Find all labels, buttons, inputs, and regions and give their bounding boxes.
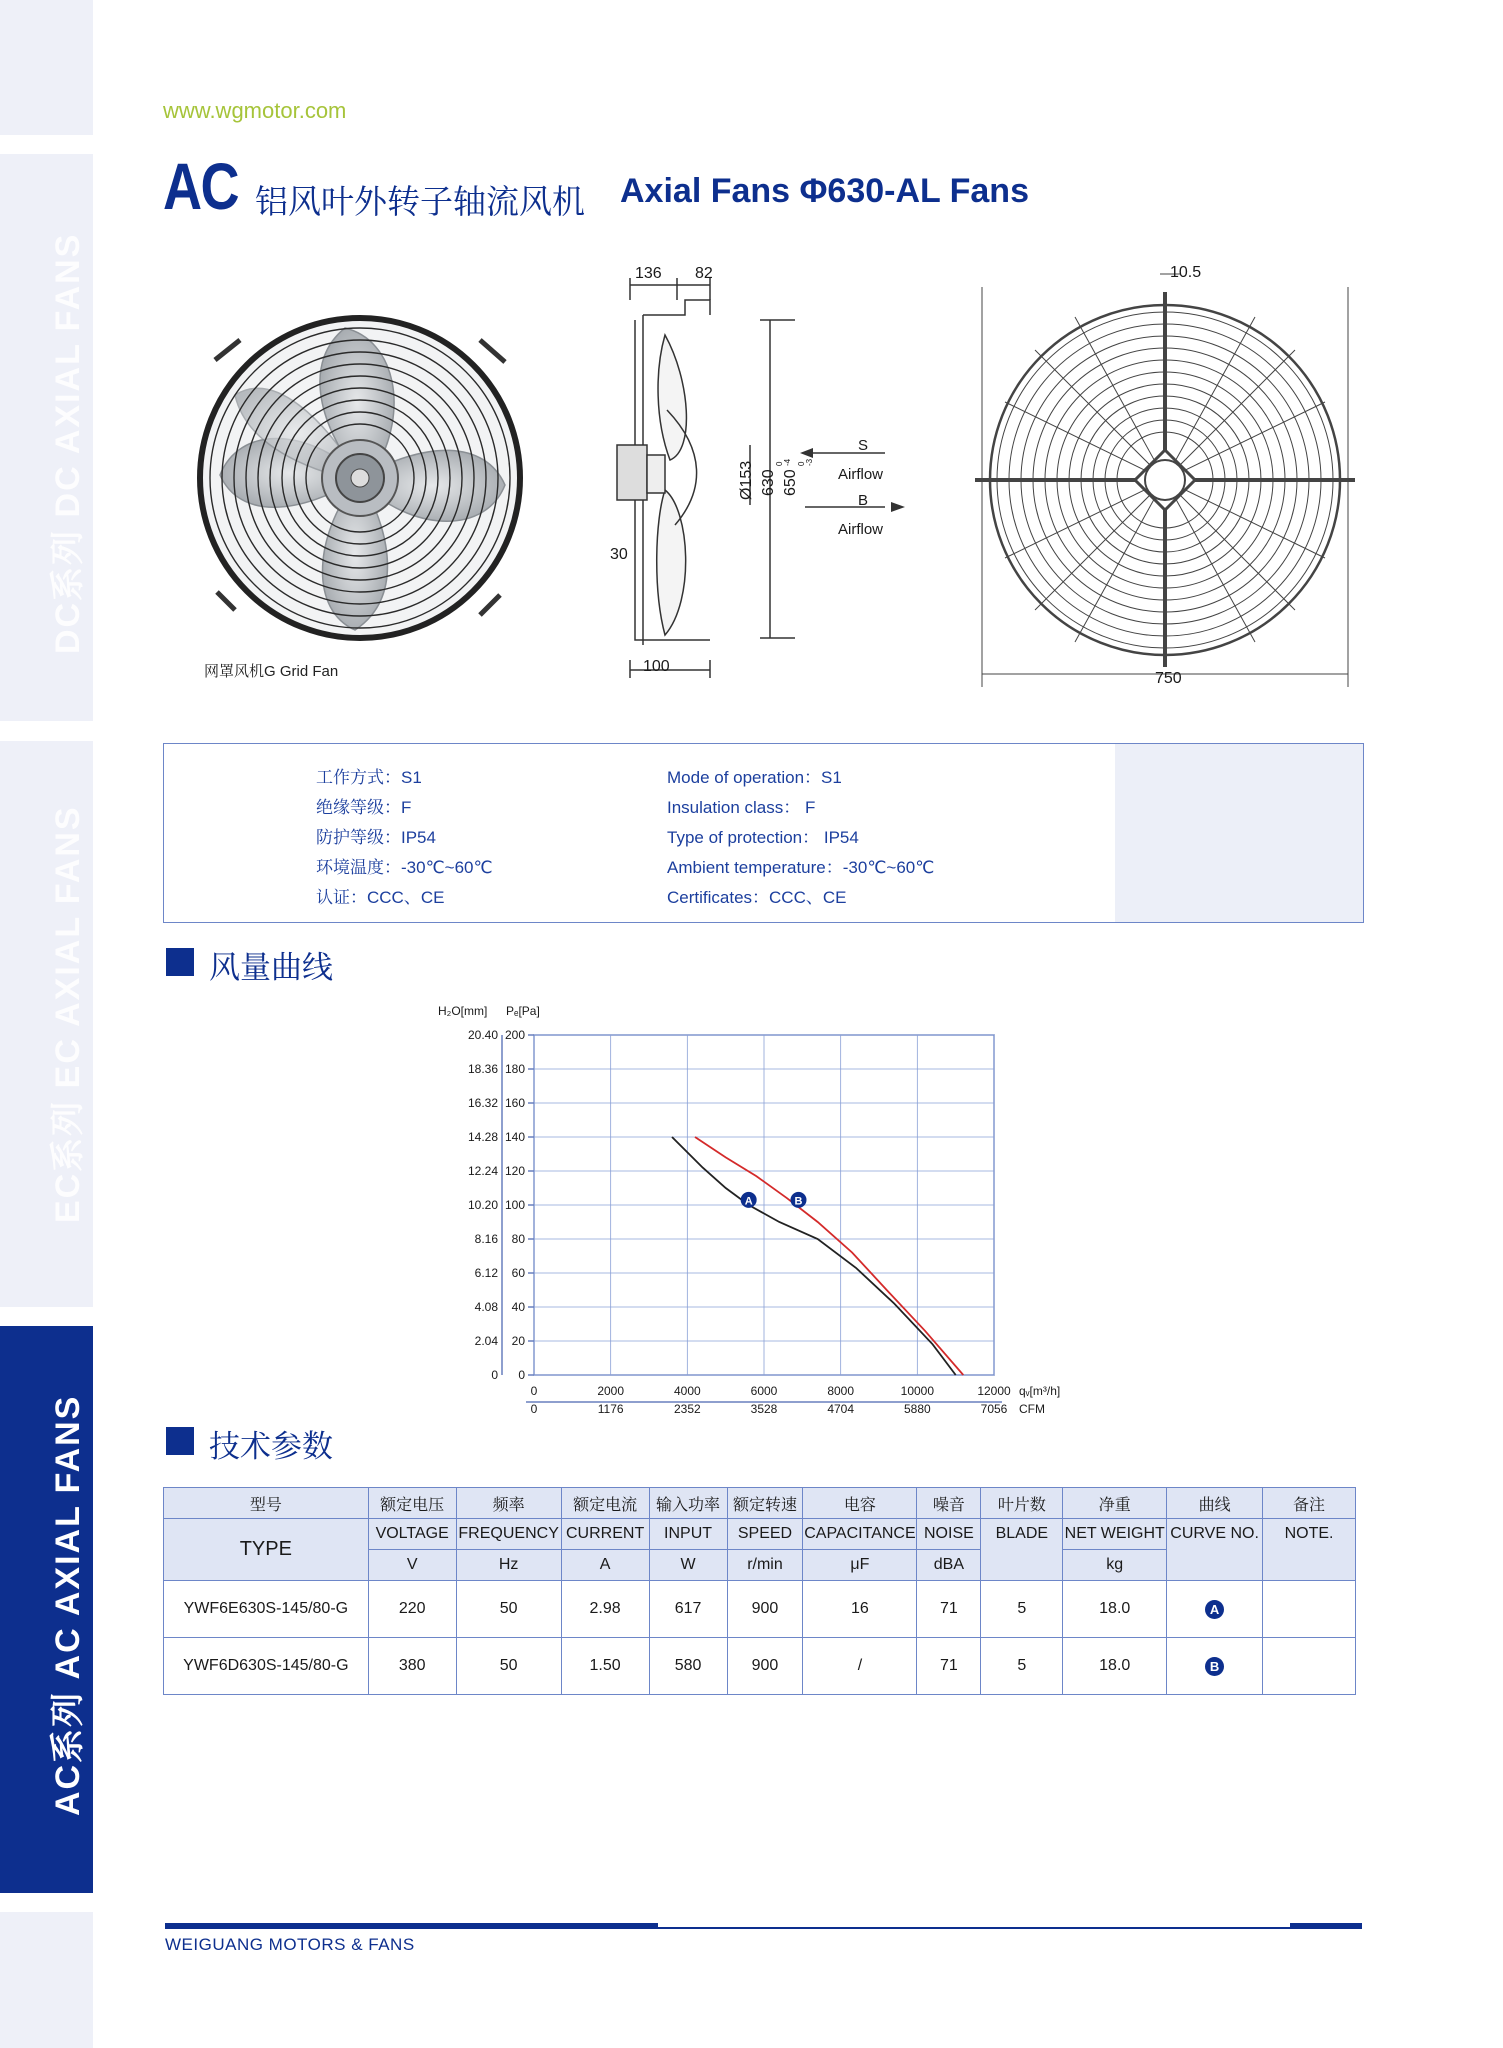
ac-logo-text: AC bbox=[163, 149, 238, 223]
chart-xtick-label-m3h: 12000 bbox=[977, 1384, 1011, 1398]
cell-voltage: 380 bbox=[368, 1638, 456, 1695]
chart-xtick-label-cfm: 1176 bbox=[597, 1402, 624, 1416]
dim-650: 650 bbox=[782, 469, 799, 496]
dim-750: 750 bbox=[1155, 670, 1182, 687]
spec-en-3: Ambient temperature：-30℃~60℃ bbox=[667, 858, 935, 877]
chart-xtick-label-m3h: 4000 bbox=[673, 1384, 701, 1398]
th-unit-input: W bbox=[649, 1550, 727, 1581]
chart-ytick-label-pa: 20 bbox=[511, 1334, 525, 1348]
airflow-b-text: Airflow bbox=[838, 521, 884, 538]
th-cn-current: 额定电流 bbox=[561, 1488, 649, 1519]
cell-weight: 18.0 bbox=[1063, 1638, 1167, 1695]
chart-xtick-label-m3h: 6000 bbox=[750, 1384, 778, 1398]
spec-cn-4: 认证：CCC、CE bbox=[316, 888, 445, 907]
cell-type: YWF6D630S-145/80-G bbox=[164, 1638, 369, 1695]
spec-cn-0: 工作方式：S1 bbox=[316, 768, 422, 787]
th-en-speed: SPEED bbox=[727, 1519, 803, 1550]
section-title-curve: 风量曲线 bbox=[209, 950, 333, 985]
chart-ytick-label-pa: 0 bbox=[518, 1368, 525, 1382]
th-unit-noise: dBA bbox=[917, 1550, 981, 1581]
spec-en-0: Mode of operation：S1 bbox=[667, 768, 842, 787]
dim-630: 630 bbox=[760, 469, 777, 496]
chart-xtick-label-cfm: 5880 bbox=[903, 1402, 931, 1416]
chart-xtick-label-m3h: 2000 bbox=[597, 1384, 625, 1398]
chart-xtick-label-cfm: 7056 bbox=[980, 1402, 1008, 1416]
page-title-cn: 铝风叶外转子轴流风机 bbox=[255, 183, 585, 220]
th-unit-current: A bbox=[561, 1550, 649, 1581]
chart-ytick-label-pa: 200 bbox=[504, 1028, 525, 1042]
th-unit-frequency: Hz bbox=[456, 1550, 561, 1581]
chart-xtick-label-cfm: 2352 bbox=[673, 1402, 701, 1416]
chart-y-label-mm: H₂O[mm] bbox=[438, 1004, 488, 1018]
chart-ytick-label-mm: 6.12 bbox=[474, 1266, 498, 1280]
dim-650-tol: 0 -3 bbox=[797, 458, 814, 466]
table-header-cn bbox=[164, 1488, 1356, 1519]
cell-speed: 900 bbox=[727, 1638, 803, 1695]
cell-type: YWF6E630S-145/80-G bbox=[164, 1581, 369, 1638]
airflow-b-label: B bbox=[858, 492, 869, 509]
th-en-current: CURRENT bbox=[561, 1519, 649, 1550]
chart-xtick-label-m3h: 8000 bbox=[827, 1384, 855, 1398]
th-en-frequency: FREQUENCY bbox=[456, 1519, 561, 1550]
sidebar-tab-top[interactable] bbox=[0, 0, 93, 135]
th-unit-voltage: V bbox=[368, 1550, 456, 1581]
section-marker-curve bbox=[166, 948, 194, 976]
th-en-noise: NOISE bbox=[917, 1519, 981, 1550]
th-cn-weight: 净重 bbox=[1063, 1488, 1167, 1519]
cell-frequency: 50 bbox=[456, 1638, 561, 1695]
chart-ytick-label-mm: 0 bbox=[491, 1368, 498, 1382]
curve-badge-a: A bbox=[1205, 1600, 1224, 1619]
chart-ytick-label-mm: 10.20 bbox=[467, 1198, 498, 1212]
dim-136: 136 bbox=[635, 265, 662, 282]
th-en-curve: CURVE NO. bbox=[1167, 1519, 1263, 1581]
spec-en-1: Insulation class： F bbox=[667, 798, 816, 817]
th-cn-curve: 曲线 bbox=[1167, 1488, 1263, 1519]
sidebar-tab-label-ac: AC系列 AC AXIAL FANS bbox=[49, 1394, 87, 1816]
cell-noise: 71 bbox=[917, 1638, 981, 1695]
table-row bbox=[164, 1638, 1356, 1695]
cell-note bbox=[1263, 1581, 1356, 1638]
chart-series-label-b: B bbox=[794, 1195, 803, 1208]
spec-en-2: Type of protection： IP54 bbox=[667, 828, 859, 847]
chart-x-unit-m3h: qᵥ[m³/h] bbox=[1019, 1384, 1061, 1398]
th-en-weight: NET WEIGHT bbox=[1063, 1519, 1167, 1550]
chart-ytick-label-mm: 2.04 bbox=[474, 1334, 498, 1348]
cell-current: 2.98 bbox=[561, 1581, 649, 1638]
sidebar-tab-ec[interactable] bbox=[0, 741, 93, 1307]
cell-current: 1.50 bbox=[561, 1638, 649, 1695]
chart-ytick-label-pa: 180 bbox=[504, 1062, 525, 1076]
cell-input: 580 bbox=[649, 1638, 727, 1695]
th-en-capacitance: CAPACITANCE bbox=[803, 1519, 917, 1550]
th-cn-type: 型号 bbox=[164, 1488, 369, 1519]
cell-input: 617 bbox=[649, 1581, 727, 1638]
chart-series-label-a: A bbox=[744, 1195, 753, 1208]
section-marker-params bbox=[166, 1427, 194, 1455]
cell-voltage: 220 bbox=[368, 1581, 456, 1638]
sidebar-tab-bottom[interactable] bbox=[0, 1912, 93, 2048]
th-cn-input: 输入功率 bbox=[649, 1488, 727, 1519]
th-cn-capacitance: 电容 bbox=[803, 1488, 917, 1519]
dim-10-5: 10.5 bbox=[1170, 264, 1202, 281]
spec-box-shade bbox=[1115, 744, 1363, 922]
chart-xtick-label-m3h: 0 bbox=[530, 1384, 538, 1398]
page-title-en: Axial Fans Φ630-AL Fans bbox=[620, 172, 1029, 210]
cell-curve bbox=[1167, 1581, 1263, 1638]
th-cn-blade: 叶片数 bbox=[981, 1488, 1063, 1519]
dim-100: 100 bbox=[643, 658, 670, 675]
cell-noise: 71 bbox=[917, 1581, 981, 1638]
chart-ytick-label-mm: 12.24 bbox=[467, 1164, 498, 1178]
cell-weight: 18.0 bbox=[1063, 1581, 1167, 1638]
chart-ytick-label-mm: 8.16 bbox=[474, 1232, 498, 1246]
chart-ytick-label-pa: 160 bbox=[504, 1096, 525, 1110]
website-url[interactable]: www.wgmotor.com bbox=[163, 98, 347, 123]
th-cn-voltage: 额定电压 bbox=[368, 1488, 456, 1519]
airflow-chart bbox=[430, 995, 1090, 1425]
chart-ytick-label-pa: 100 bbox=[504, 1198, 525, 1212]
chart-ytick-label-pa: 140 bbox=[504, 1130, 525, 1144]
cell-capacitance: / bbox=[803, 1638, 917, 1695]
cell-blade: 5 bbox=[981, 1638, 1063, 1695]
chart-xtick-label-m3h: 10000 bbox=[900, 1384, 935, 1398]
th-cn-frequency: 频率 bbox=[456, 1488, 561, 1519]
th-en-input: INPUT bbox=[649, 1519, 727, 1550]
table-row bbox=[164, 1581, 1356, 1638]
spec-en-4: Certificates：CCC、CE bbox=[667, 888, 847, 907]
sidebar-tab-dc[interactable] bbox=[0, 154, 93, 721]
section-title-params: 技术参数 bbox=[209, 1429, 333, 1464]
th-en-blade: BLADE bbox=[981, 1519, 1063, 1581]
dim-630-tol: 0 -4 bbox=[775, 458, 792, 466]
table-header-en bbox=[164, 1519, 1356, 1550]
chart-ytick-label-pa: 60 bbox=[511, 1266, 525, 1280]
cell-blade: 5 bbox=[981, 1581, 1063, 1638]
cell-frequency: 50 bbox=[456, 1581, 561, 1638]
chart-ytick-label-pa: 120 bbox=[504, 1164, 525, 1178]
th-cn-speed: 额定转速 bbox=[727, 1488, 803, 1519]
sidebar-tab-label-dc: DC系列 DC AXIAL FANS bbox=[49, 232, 87, 654]
fan-caption: 网罩风机G Grid Fan bbox=[204, 663, 339, 680]
fan-photo bbox=[195, 300, 525, 655]
dim-82: 82 bbox=[695, 265, 713, 282]
cell-curve bbox=[1167, 1638, 1263, 1695]
curve-badge-b: B bbox=[1205, 1657, 1224, 1676]
dim-d153: Ø153 bbox=[738, 460, 755, 500]
chart-ytick-label-mm: 14.28 bbox=[467, 1130, 498, 1144]
dim-30: 30 bbox=[610, 546, 628, 563]
chart-ytick-label-mm: 20.40 bbox=[467, 1028, 498, 1042]
sidebar-tab-ac[interactable] bbox=[0, 1326, 93, 1893]
chart-ytick-label-mm: 18.36 bbox=[467, 1062, 498, 1076]
footer-brand: WEIGUANG MOTORS & FANS bbox=[165, 1935, 415, 1954]
sidebar-tab-label-ec: EC系列 EC AXIAL FANS bbox=[49, 805, 87, 1223]
spec-cn-1: 绝缘等级：F bbox=[316, 798, 412, 817]
chart-xtick-label-cfm: 0 bbox=[530, 1402, 538, 1416]
chart-y-label-pa: Pₑ[Pa] bbox=[506, 1004, 540, 1018]
airflow-s-text: Airflow bbox=[838, 466, 884, 483]
footer-rule bbox=[165, 1927, 1362, 1929]
th-en-voltage: VOLTAGE bbox=[368, 1519, 456, 1550]
chart-ytick-label-mm: 16.32 bbox=[467, 1096, 498, 1110]
th-unit-weight: kg bbox=[1063, 1550, 1167, 1581]
spec-table bbox=[163, 1487, 1356, 1695]
front-view-drawing bbox=[975, 262, 1365, 692]
th-cn-noise: 噪音 bbox=[917, 1488, 981, 1519]
spec-box bbox=[163, 743, 1364, 923]
th-en-type: TYPE bbox=[164, 1519, 369, 1581]
th-unit-speed: r/min bbox=[727, 1550, 803, 1581]
th-unit-capacitance: μF bbox=[803, 1550, 917, 1581]
airflow-s-label: S bbox=[858, 437, 869, 454]
cell-speed: 900 bbox=[727, 1581, 803, 1638]
th-cn-note: 备注 bbox=[1263, 1488, 1356, 1519]
chart-ytick-label-pa: 80 bbox=[511, 1232, 525, 1246]
chart-ytick-label-pa: 40 bbox=[511, 1300, 525, 1314]
chart-xtick-label-cfm: 4704 bbox=[827, 1402, 855, 1416]
spec-cn-2: 防护等级：IP54 bbox=[316, 828, 436, 847]
spec-cn-3: 环境温度：-30℃~60℃ bbox=[316, 858, 493, 877]
cell-note bbox=[1263, 1638, 1356, 1695]
cell-capacitance: 16 bbox=[803, 1581, 917, 1638]
chart-xtick-label-cfm: 3528 bbox=[750, 1402, 778, 1416]
th-en-note: NOTE. bbox=[1263, 1519, 1356, 1581]
chart-x-unit-cfm: CFM bbox=[1019, 1402, 1045, 1416]
chart-ytick-label-mm: 4.08 bbox=[474, 1300, 498, 1314]
